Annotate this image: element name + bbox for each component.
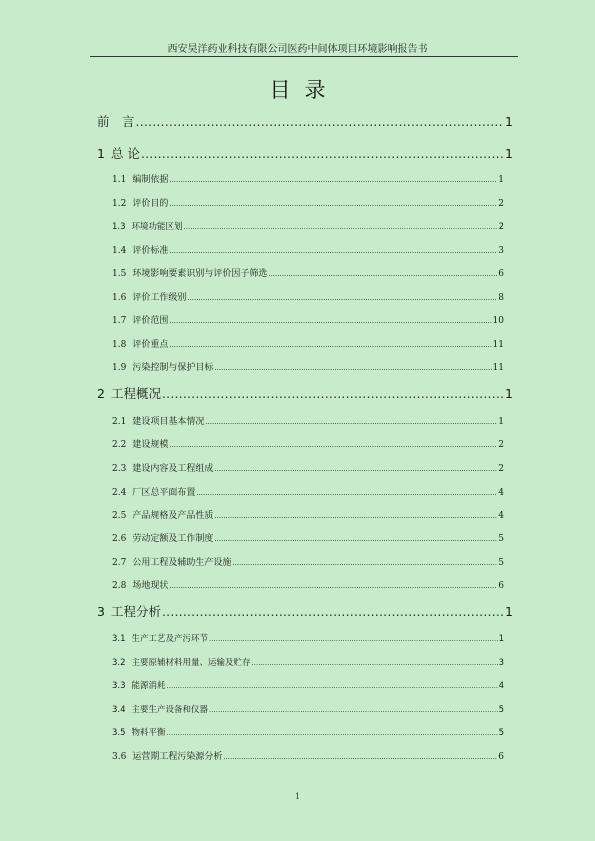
- toc-section-entry[interactable]: [112, 196, 504, 209]
- toc-chapter-entry[interactable]: [97, 144, 513, 162]
- toc-entry-number: 2.1: [112, 417, 127, 427]
- toc-entry-page: 5: [498, 534, 504, 544]
- toc-dot-leader: [209, 706, 498, 714]
- toc-entry-title: 劳动定额及工作制度: [132, 534, 214, 544]
- toc-section-entry[interactable]: [112, 749, 504, 762]
- toc-entry-page: 6: [498, 581, 504, 591]
- toc-entry-page: 8: [498, 293, 504, 303]
- toc-dot-leader: [169, 341, 491, 349]
- toc-entry-title: 运营期工程污染源分析: [132, 752, 223, 762]
- toc-entry-page: 11: [492, 340, 504, 350]
- toc-entry-title: 评价目的: [132, 199, 169, 209]
- toc-entry-page: 2: [498, 199, 504, 209]
- toc-entry-page: 1: [505, 604, 513, 619]
- toc-dot-leader: [167, 682, 498, 690]
- toc-section-entry[interactable]: [112, 266, 504, 279]
- toc-dot-leader: [214, 465, 497, 473]
- toc-entry-title: 评价工作级别: [132, 293, 187, 303]
- toc-section-entry[interactable]: [112, 578, 504, 591]
- toc-section-entry[interactable]: [112, 679, 504, 691]
- toc-entry-number: 2.6: [112, 534, 127, 544]
- toc-entry-page: 1: [505, 146, 513, 161]
- toc-entry-title: 主要生产设备和仪器: [131, 705, 209, 715]
- toc-entry-number: 1.1: [112, 175, 127, 185]
- toc-section-entry[interactable]: [112, 172, 504, 185]
- toc-section-entry[interactable]: [112, 656, 504, 668]
- toc-entry-number: 3.2: [112, 658, 126, 668]
- toc-dot-leader: [169, 441, 497, 449]
- toc-dot-leader: [169, 317, 491, 325]
- toc-entry-title: 污染控制与保护目标: [132, 363, 214, 373]
- toc-entry-page: 5: [498, 558, 504, 568]
- toc-entry-number: 3.4: [112, 705, 126, 715]
- toc-entry-page: 6: [498, 752, 504, 762]
- toc-dot-leader: [162, 604, 504, 619]
- toc-dot-leader: [169, 582, 497, 590]
- toc-entry-number: 1.9: [112, 363, 127, 373]
- toc-entry-title: 建设规模: [132, 440, 169, 450]
- toc-entry-title: 厂区总平面布置: [132, 488, 196, 498]
- toc-entry-title: 主要原辅材料用量、运输及贮存: [131, 658, 251, 668]
- toc-entry-page: 1: [498, 417, 504, 427]
- toc-entry-page: 11: [492, 363, 504, 373]
- toc-entry-number: 2.3: [112, 464, 127, 474]
- toc-entry-title: 建设内容及工程组成: [132, 464, 214, 474]
- running-header: 西安昊洋药业科技有限公司医药中间体项目环境影响报告书: [167, 44, 428, 55]
- toc-title: 目录: [269, 78, 340, 102]
- toc-entry-page: 2: [498, 440, 504, 450]
- toc-entry-page: 5: [498, 705, 504, 715]
- toc-entry-title: 评价标准: [132, 246, 169, 256]
- toc-entry-number: 2.4: [112, 488, 127, 498]
- toc-entry-title: 前 言: [97, 114, 135, 129]
- toc-entry-title: 公用工程及辅助生产设施: [132, 558, 232, 568]
- toc-dot-leader: [169, 200, 497, 208]
- toc-section-entry[interactable]: [112, 337, 504, 350]
- toc-section-entry[interactable]: [112, 220, 504, 232]
- toc-entry-title: 环境功能区划: [131, 222, 183, 232]
- toc-entry-number: 2.5: [112, 511, 127, 521]
- toc-entry-page: 4: [498, 511, 504, 521]
- toc-entry-page: 2: [498, 222, 504, 232]
- toc-entry-number: 2.7: [112, 558, 127, 568]
- toc-dot-leader: [205, 418, 497, 426]
- toc-entry-title: 产品规格及产品性质: [132, 511, 214, 521]
- toc-dot-leader: [169, 247, 497, 255]
- toc-entry-number: 3.6: [112, 752, 127, 762]
- toc-entry-number: 2.2: [112, 440, 127, 450]
- toc-dot-leader: [223, 753, 497, 761]
- toc-section-entry[interactable]: [112, 360, 504, 373]
- toc-entry-number: 3: [97, 604, 105, 619]
- toc-section-entry[interactable]: [112, 313, 504, 326]
- toc-entry-number: 3.5: [112, 728, 126, 738]
- toc-entry-page: 1: [498, 634, 504, 644]
- toc-entry-title: 环境影响要素识别与评价因子筛选: [132, 269, 268, 279]
- toc-entry-number: 1.6: [112, 293, 127, 303]
- toc-section-entry[interactable]: [112, 531, 504, 544]
- toc-entry-page: 10: [492, 316, 504, 326]
- toc-entry-number: 3.3: [112, 681, 126, 691]
- toc-section-entry[interactable]: [112, 243, 504, 256]
- toc-dot-leader: [209, 635, 498, 643]
- toc-entry-number: 1: [97, 146, 105, 161]
- toc-dot-leader: [136, 114, 505, 129]
- toc-section-entry[interactable]: [112, 461, 504, 474]
- toc-entry-number: 2.8: [112, 581, 127, 591]
- toc-entry-number: 1.7: [112, 316, 127, 326]
- toc-chapter-entry[interactable]: [97, 602, 513, 620]
- toc-entry-title: 总 论: [110, 146, 140, 161]
- toc-entry-page: 4: [498, 681, 504, 691]
- toc-entry-title: 工程分析: [110, 604, 161, 619]
- toc-entry-page: 1: [505, 114, 513, 129]
- toc-entry-title: 场地现状: [132, 581, 169, 591]
- toc-section-entry[interactable]: [112, 632, 504, 644]
- toc-dot-leader: [232, 559, 497, 567]
- toc-dot-leader: [162, 386, 504, 401]
- toc-entry-page: 4: [498, 488, 504, 498]
- toc-dot-leader: [214, 364, 491, 372]
- toc-entry-number: 1.2: [112, 199, 127, 209]
- toc-entry-title: 工程概况: [110, 386, 161, 401]
- toc-entry-page: 3: [498, 246, 504, 256]
- toc-entry-title: 评价重点: [132, 340, 169, 350]
- toc-entry-title: 物料平衡: [131, 728, 166, 738]
- toc-dot-leader: [184, 223, 498, 231]
- toc-chapter-entry[interactable]: [97, 384, 513, 402]
- toc-section-entry[interactable]: [112, 508, 504, 521]
- toc-dot-leader: [196, 489, 497, 497]
- toc-section-entry[interactable]: [112, 437, 504, 450]
- toc-entry-page: 1: [505, 386, 513, 401]
- toc-entry-page: 6: [498, 269, 504, 279]
- toc-entry-page: 2: [498, 464, 504, 474]
- toc-entry-title: 编制依据: [132, 175, 169, 185]
- page-number: 1: [294, 792, 301, 801]
- toc-entry-title: 评价范围: [132, 316, 169, 326]
- toc-entry-number: 1.3: [112, 222, 126, 232]
- toc-section-entry[interactable]: [112, 703, 504, 715]
- toc-dot-leader: [214, 535, 497, 543]
- toc-section-entry[interactable]: [112, 485, 504, 498]
- toc-section-entry[interactable]: [112, 726, 504, 738]
- toc-entry-title: 生产工艺及产污环节: [131, 634, 209, 644]
- toc-section-entry[interactable]: [112, 414, 504, 427]
- toc-entry-number: 2: [97, 386, 105, 401]
- toc-section-entry[interactable]: [112, 290, 504, 303]
- toc-entry-page: 5: [498, 728, 504, 738]
- toc-entry-number: 1.4: [112, 246, 127, 256]
- toc-dot-leader: [167, 729, 498, 737]
- toc-dot-leader: [169, 176, 497, 184]
- toc-entry-number: 1.8: [112, 340, 127, 350]
- toc-dot-leader: [268, 270, 497, 278]
- toc-entry-title: 能源消耗: [131, 681, 166, 691]
- toc-dot-leader: [252, 659, 498, 667]
- toc-dot-leader: [214, 512, 497, 520]
- toc-entry-number: 3.1: [112, 634, 126, 644]
- toc-chapter-entry[interactable]: [97, 112, 513, 130]
- toc-entry-page: 1: [498, 175, 504, 185]
- toc-section-entry[interactable]: [112, 555, 504, 568]
- toc-entry-number: 1.5: [112, 269, 127, 279]
- toc-entry-title: 建设项目基本情况: [132, 417, 205, 427]
- toc-dot-leader: [187, 294, 497, 302]
- toc-dot-leader: [141, 146, 504, 161]
- toc-entry-page: 3: [498, 658, 504, 668]
